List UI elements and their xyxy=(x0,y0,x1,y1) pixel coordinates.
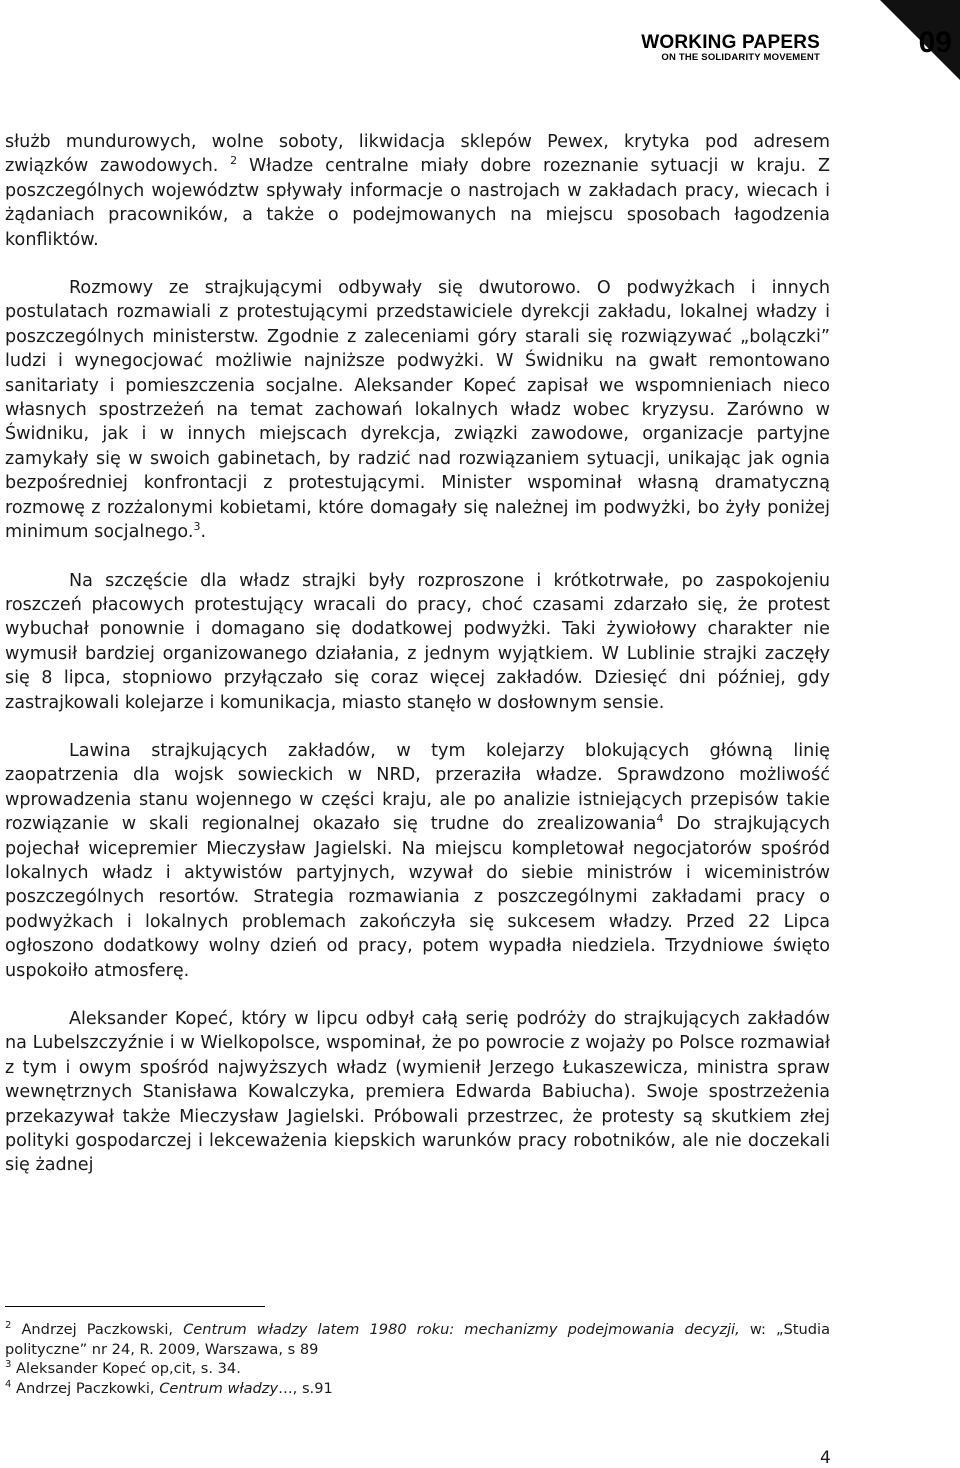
footnote-ref: 2 xyxy=(230,154,238,168)
series-subtitle: ON THE SOLIDARITY MOVEMENT xyxy=(661,52,820,63)
text-run: Władze centralne miały dobre rozeznanie sytuacji w kraju. Z poszczególnych województw spływały informacje o nastrojach w zakładach pracy, wiecach i żądaniach pracowników, a także o podejmowanych na miejscu sposobach łagodzenia konfliktów. xyxy=(5,156,830,250)
text-run: Rozmowy ze strajkującymi odbywały się dwutorowo. O podwyżkach i innych postulatach rozmawiali z protestującymi przedstawiciele dyrekcji zakładu, lokalnej władzy i poszczególnych ministerstw. Zgodnie z zaleceniami góry starali się rozwiązywać „bolączki” ludzi i wynegocjować możliwie najniższe podwyżki. W Świdniku na gwałt remontowano sanitariaty i pomieszczenia socjalne. Aleksander Kopeć zapisał we wspomnieniach nieco własnych spostrzeżeń na temat zachowań lokalnych władz wobec kryzysu. Zarówno w Świdniku, jak i w innych miejscach dyrekcja, związki zawodowe, organizacje partyjne zamykały się w swoich gabinetach, by radzić nad rozwiązaniem sytuacji, unikając jak ognia bezpośredniej konfrontacji z protestującymi. Minister wspominał własną dramatyczną rozmowę z rozżalonymi kobietami, które domagały się należnej im podwyżki, bo żyły poniżej minimum socjalnego. xyxy=(5,278,830,543)
text-run: Andrzej Paczkowki, xyxy=(11,1379,160,1397)
body-text xyxy=(5,130,830,1178)
paragraph-gap xyxy=(5,715,830,739)
footnote-number: 4 xyxy=(5,1378,12,1390)
paragraph xyxy=(5,739,830,983)
italic-title: Centrum władzy xyxy=(159,1379,279,1397)
paragraph xyxy=(5,276,830,544)
footnotes xyxy=(5,1320,830,1398)
series-header xyxy=(641,33,820,63)
text-run: Andrzej Paczkowski, xyxy=(11,1321,184,1338)
footnote-number: 2 xyxy=(5,1320,12,1332)
text-run: Aleksander Kopeć op,cit, s. 34. xyxy=(11,1360,241,1377)
paragraph-gap xyxy=(5,545,830,569)
footnote-ref: 3 xyxy=(193,520,201,534)
footnote xyxy=(5,1359,830,1379)
paragraph xyxy=(5,569,830,715)
series-title: WORKING PAPERS xyxy=(641,32,820,53)
text-run: Na szczęście dla władz strajki były rozproszone i krótkotrwałe, po zaspokojeniu roszczeń płacowych protestujący wracali do pracy, choć czasami zdarzało się, że protest wybuchał ponownie i domagano się dodatkowej podwyżki. Taki żywiołowy charakter nie wymusił bardziej organizowanego działania, z jednym wyjątkiem. W Lublinie strajki zaczęły się 8 lipca, stopniowo przyłączało się coraz więcej zakładów. Dziesięć dni później, gdy zastrajkowali kolejarze i komunikacja, miasto stanęło w dosłownym sensie. xyxy=(5,570,830,713)
text-run: w: „Studia polityczne” nr 24, R. 2009, Warszawa, s 89 xyxy=(5,1321,831,1358)
italic-title: Centrum władzy latem 1980 roku: mechanizmy podejmowania decyzji, xyxy=(183,1321,740,1338)
text-run: . xyxy=(200,522,207,543)
paragraph-gap xyxy=(5,252,830,276)
text-run: Do strajkujących pojechał wicepremier Mieczysław Jagielski. Na miejscu kompletował negocjatorów spośród lokalnych władz i aktywistów partyjnych, wzywał do siebie ministrów i wiceministrów poszczególnych resortów. Strategia rozmawiania z poszczególnymi zakładami pracy o podwyżkach i lokalnych problemach zakończyła się sukcesem władzy. Przed 22 Lipca ogłoszono dodatkowy wolny dzień od pracy, potem wypadła niedziela. Trzydniowe święto uspokoiło atmosferę. xyxy=(5,814,830,981)
paragraph-gap xyxy=(5,983,830,1007)
paragraph xyxy=(5,1007,830,1178)
issue-number: 09 xyxy=(918,26,952,59)
footnote xyxy=(5,1320,830,1359)
footnote-number: 3 xyxy=(5,1359,12,1371)
text-run: służb mundurowych, wolne soboty, likwidacja sklepów Pewex, krytyka pod adresem związków zawodowych. xyxy=(5,132,830,177)
footnote-divider xyxy=(5,1306,265,1307)
text-run: Lawina strajkujących zakładów, w tym kolejarzy blokujących główną linię zaopatrzenia dla wojsk sowieckich w NRD, przeraziła władze. Sprawdzono możliwość wprowadzenia stanu wojennego w części kraju, ale po analizie istniejących przepisów takie rozwiązanie w skali regionalnej okazało się trudne do zrealizowania xyxy=(5,740,830,835)
footnote-ref: 4 xyxy=(656,812,664,826)
page-number: 4 xyxy=(820,1448,831,1468)
text-run: …, s.91 xyxy=(278,1379,333,1397)
paragraph xyxy=(5,130,830,252)
footnote xyxy=(5,1379,830,1399)
text-run: Aleksander Kopeć, który w lipcu odbył całą serię podróży do strajkujących zakładów na Lubelszczyźnie i w Wielkopolsce, wspominał, że po powrocie z wojaży po Polsce rozmawiał z tym i owym spośród najwyższych władz (wymienił Jerzego Łukaszewicza, ministra spraw wewnętrznych Stanisława Kowalczyka, premiera Edwarda Babiucha). Swoje spostrzeżenia przekazywał także Mieczysław Jagielski. Próbowali przestrzec, że protesty są skutkiem złej polityki gospodarczej i lekceważenia kiepskich warunków pracy robotników, ale nie doczekali się żadnej xyxy=(5,1009,830,1176)
